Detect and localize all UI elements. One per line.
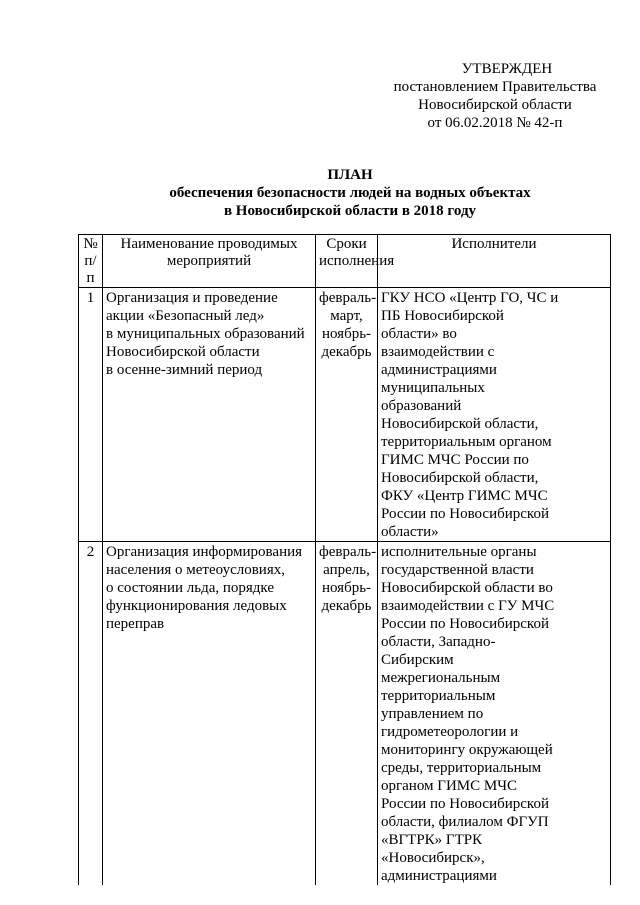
cell-line: России по Новосибирской	[381, 506, 549, 522]
cell-line: администрациями	[381, 362, 497, 378]
cell-line: февраль-	[319, 290, 377, 306]
approval-line: Новосибирской области	[418, 97, 572, 113]
cell-line: декабрь	[321, 598, 372, 614]
cell-line: ГИМС МЧС России по	[381, 452, 529, 468]
title-line: в Новосибирской области в 2018 году	[223, 203, 477, 219]
cell-line: территориальным	[381, 688, 496, 704]
cell-line: органом ГИМС МЧС	[381, 778, 517, 794]
cell-line: области» во	[381, 326, 457, 342]
event-cell	[103, 288, 316, 542]
cell-line: в муниципальных образований	[106, 326, 305, 342]
cell-line: Организация и проведение	[106, 290, 278, 306]
header-text: мероприятий	[166, 253, 252, 269]
cell-line: администрациями	[381, 868, 497, 884]
cell-line: «Новосибирск»,	[381, 850, 485, 866]
cell-line: февраль-	[319, 544, 377, 560]
approval-date: от 06.02.2018 № 42-п	[427, 115, 563, 131]
table-row	[79, 288, 611, 542]
header-event	[103, 235, 316, 288]
cell-line: переправ	[106, 616, 165, 632]
approval-heading: УТВЕРЖДЕН	[461, 61, 553, 77]
cell-line: Новосибирской области во	[381, 580, 553, 596]
table-header-row	[79, 235, 611, 288]
header-text: Наименование проводимых	[120, 236, 298, 252]
cell-line: области»	[381, 524, 439, 540]
cell-line: Сибирским	[381, 652, 454, 668]
title-line: обеспечения безопасности людей на водных объектах	[169, 185, 531, 201]
cell-line: ПБ Новосибирской	[381, 308, 504, 324]
cell-line: исполнительные органы	[381, 544, 537, 560]
cell-line: Новосибирской области,	[381, 416, 539, 432]
cell-line: декабрь	[321, 344, 372, 360]
cell-line: образований	[381, 398, 462, 414]
cell-line: управлением по	[381, 706, 484, 722]
cell-line: ноябрь-	[321, 326, 372, 342]
cell-line: Организация информирования	[106, 544, 303, 560]
approval-line: постановлением Правительства	[393, 79, 597, 95]
cell-line: апрель,	[323, 562, 370, 578]
cell-line: ноябрь-	[321, 580, 372, 596]
cell-line: муниципальных	[381, 380, 485, 396]
cell-line: акции «Безопасный лед»	[106, 308, 265, 324]
header-text: Исполнители	[451, 236, 537, 252]
cell-line: взаимодействии с	[381, 344, 495, 360]
header-text: п/п	[84, 253, 97, 286]
cell-line: взаимодействии с ГУ МЧС	[381, 598, 555, 614]
dates-cell	[316, 542, 378, 886]
cell-line: ФКУ «Центр ГИМС МЧС	[381, 488, 548, 504]
cell-line: мониторингу окружающей	[381, 742, 553, 758]
header-text: №	[83, 236, 98, 252]
executors-cell	[378, 542, 611, 886]
cell-line: Новосибирской области,	[381, 470, 539, 486]
cell-line: населения о метеоусловиях,	[106, 562, 285, 578]
cell-line: России по Новосибирской	[381, 616, 549, 632]
cell-line: территориальным органом	[381, 434, 552, 450]
cell-line: области, Западно-	[381, 634, 496, 650]
cell-line: гидрометеорологии и	[381, 724, 519, 740]
row-number: 2	[79, 542, 103, 886]
cell-line: среды, территориальным	[381, 760, 542, 776]
row-number: 1	[79, 288, 103, 542]
cell-line: «ВГТРК» ГТРК	[381, 832, 483, 848]
dates-cell	[316, 288, 378, 542]
plan-table	[78, 234, 611, 885]
executors-cell	[378, 288, 611, 542]
approval-stamp	[380, 60, 610, 132]
header-exec	[378, 235, 611, 288]
cell-line: государственной власти	[381, 562, 534, 578]
header-text: Сроки	[326, 236, 367, 252]
cell-line: области, филиалом ФГУП	[381, 814, 549, 830]
cell-line: в осенне-зимний период	[106, 362, 263, 378]
cell-line: межрегиональным	[381, 670, 501, 686]
cell-line: Новосибирской области	[106, 344, 260, 360]
header-text: исполнения	[319, 253, 395, 269]
document-title	[100, 166, 600, 220]
cell-line: о состоянии льда, порядке	[106, 580, 274, 596]
cell-line: России по Новосибирской	[381, 796, 549, 812]
cell-line: ГКУ НСО «Центр ГО, ЧС и	[381, 290, 559, 306]
header-dates	[316, 235, 395, 288]
title-line: ПЛАН	[327, 167, 373, 183]
cell-line: март,	[330, 308, 363, 324]
table-row	[79, 542, 611, 886]
event-cell	[103, 542, 316, 886]
cell-line: функционирования ледовых	[106, 598, 287, 614]
header-num	[79, 235, 103, 288]
